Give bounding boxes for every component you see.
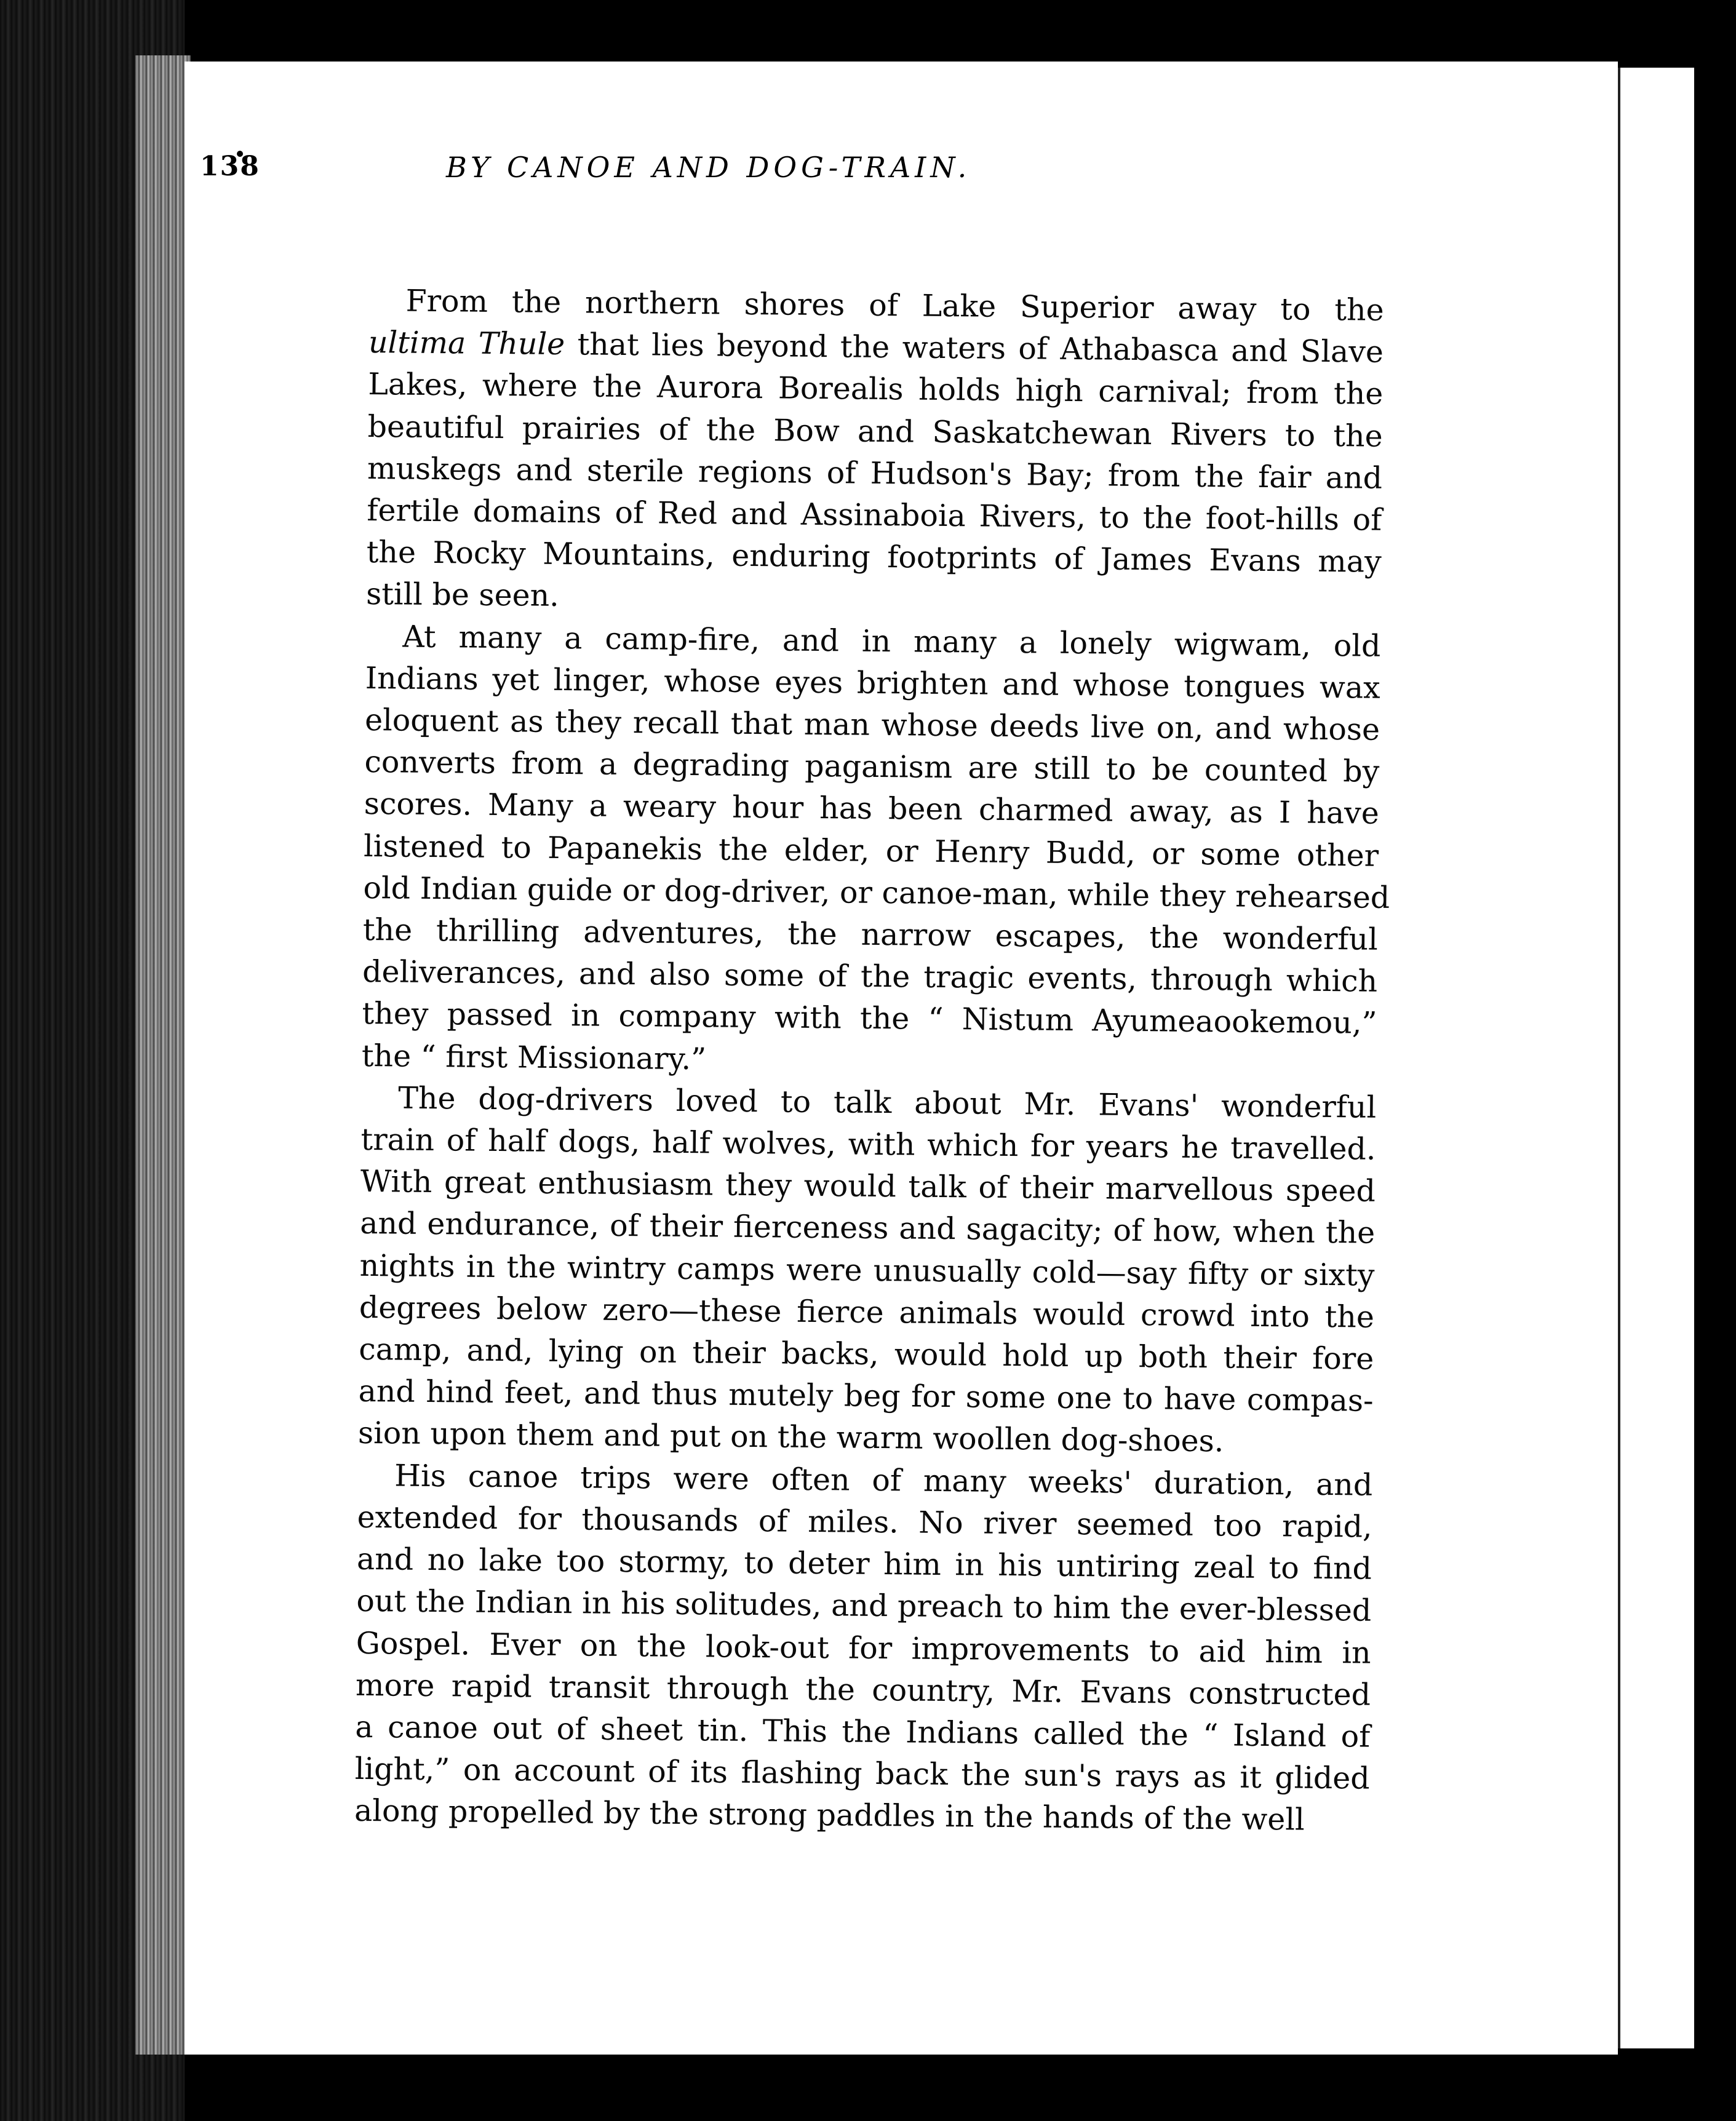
text-line: along propelled by the strong paddles in the hands of the well — [354, 1793, 1305, 1838]
text-line: Lakes, where the Aurora Borealis holds high carnival; from the — [368, 367, 1384, 412]
text-line: Gospel. Ever on the look-out for improvements to aid him in — [356, 1625, 1371, 1671]
italic-phrase: ultima Thule — [368, 325, 565, 362]
body-text — [354, 280, 1390, 1842]
page-number: 138 — [200, 151, 260, 182]
text-line: camp, and, lying on their backs, would hold up both their fore — [359, 1331, 1374, 1377]
text-line: nights in the wintry camps were unusually cold—say fifty or sixty — [359, 1248, 1375, 1293]
text-line: train of half dogs, half wolves, with which for years he travelled. — [360, 1121, 1376, 1167]
text-line: and endurance, of their fierceness and sagacity; of how, when the — [360, 1206, 1376, 1251]
text-line: From the northern shores of Lake Superior away to the — [405, 283, 1384, 328]
text-line: sion upon them and put on the warm woollen dog-shoes. — [357, 1415, 1224, 1459]
text-line: deliverances, and also some of the tragic events, through which — [362, 954, 1378, 1000]
page-header — [200, 151, 1381, 206]
paragraph — [354, 1455, 1373, 1842]
text-line: fertile domains of Red and Assinaboia Rivers, to the foot-hills of — [367, 492, 1382, 538]
text-line: beautiful prairies of the Bow and Saskatchewan Rivers to the — [367, 408, 1383, 454]
text-line: With great enthusiasm they would talk of their marvellous speed — [360, 1164, 1376, 1209]
paragraph — [361, 616, 1390, 1087]
text-line: scores. Many a weary hour has been charmed away, as I have — [364, 786, 1380, 832]
text-line: Indians yet linger, whose eyes brighten and whose tongues wax — [365, 660, 1380, 706]
speck-mark — [1695, 120, 1702, 130]
text-line: eloquent as they recall that man whose deeds live on, and whose — [364, 702, 1380, 747]
text-line: extended for thousands of miles. No river seemed too rapid, — [357, 1499, 1372, 1545]
text-fragment: that lies beyond the waters of Athabasca and Slave — [577, 327, 1384, 370]
text-line: the thrilling adventures, the narrow escapes, the wonderful — [362, 912, 1379, 957]
text-line: and hind feet, and thus mutely beg for some one to have compas- — [358, 1374, 1374, 1419]
text-line: His canoe trips were often of many weeks' duration, and — [394, 1458, 1373, 1503]
text-line: they passed in company with the “ Nistum Ayumeaookemou,” — [362, 996, 1377, 1041]
text-line: converts from a degrading paganism are still to be counted by — [364, 744, 1380, 790]
running-title: BY CANOE AND DOG-TRAIN. — [446, 151, 971, 184]
text-line: the “ first Missionary.” — [361, 1038, 707, 1076]
text-line: light,” on account of its flashing back the sun's rays as it glided — [354, 1751, 1370, 1796]
text-line: degrees below zero—these fierce animals would crowd into the — [359, 1289, 1375, 1335]
text-line: old Indian guide or dog-driver, or canoe-man, while they rehearsed — [363, 870, 1390, 915]
text-line: The dog-drivers loved to talk about Mr. Evans' wonderful — [397, 1080, 1377, 1125]
text-line: the Rocky Mountains, enduring footprints of James Evans may — [366, 535, 1382, 580]
facing-page-edge — [1618, 68, 1694, 2048]
paragraph — [358, 1077, 1377, 1465]
text-line: At many a camp-fire, and in many a lonely wigwam, old — [402, 619, 1381, 664]
text-line: more rapid transit through the country, Mr. Evans constructed — [355, 1667, 1371, 1713]
text-line: still be seen. — [365, 576, 560, 614]
text-line: muskegs and sterile regions of Hudson's Bay; from the fair and — [367, 450, 1383, 496]
text-line: a canoe out of sheet tin. This the Indians called the “ Island of — [355, 1709, 1371, 1754]
text-line: out the Indian in his solitudes, and preach to him the ever-blessed — [356, 1583, 1372, 1629]
page-edges — [135, 55, 191, 2055]
text-line: listened to Papanekis the elder, or Henry Budd, or some other — [363, 828, 1379, 873]
text-line: and no lake too stormy, to deter him in his untiring zeal to find — [356, 1541, 1372, 1586]
paragraph — [366, 280, 1384, 625]
